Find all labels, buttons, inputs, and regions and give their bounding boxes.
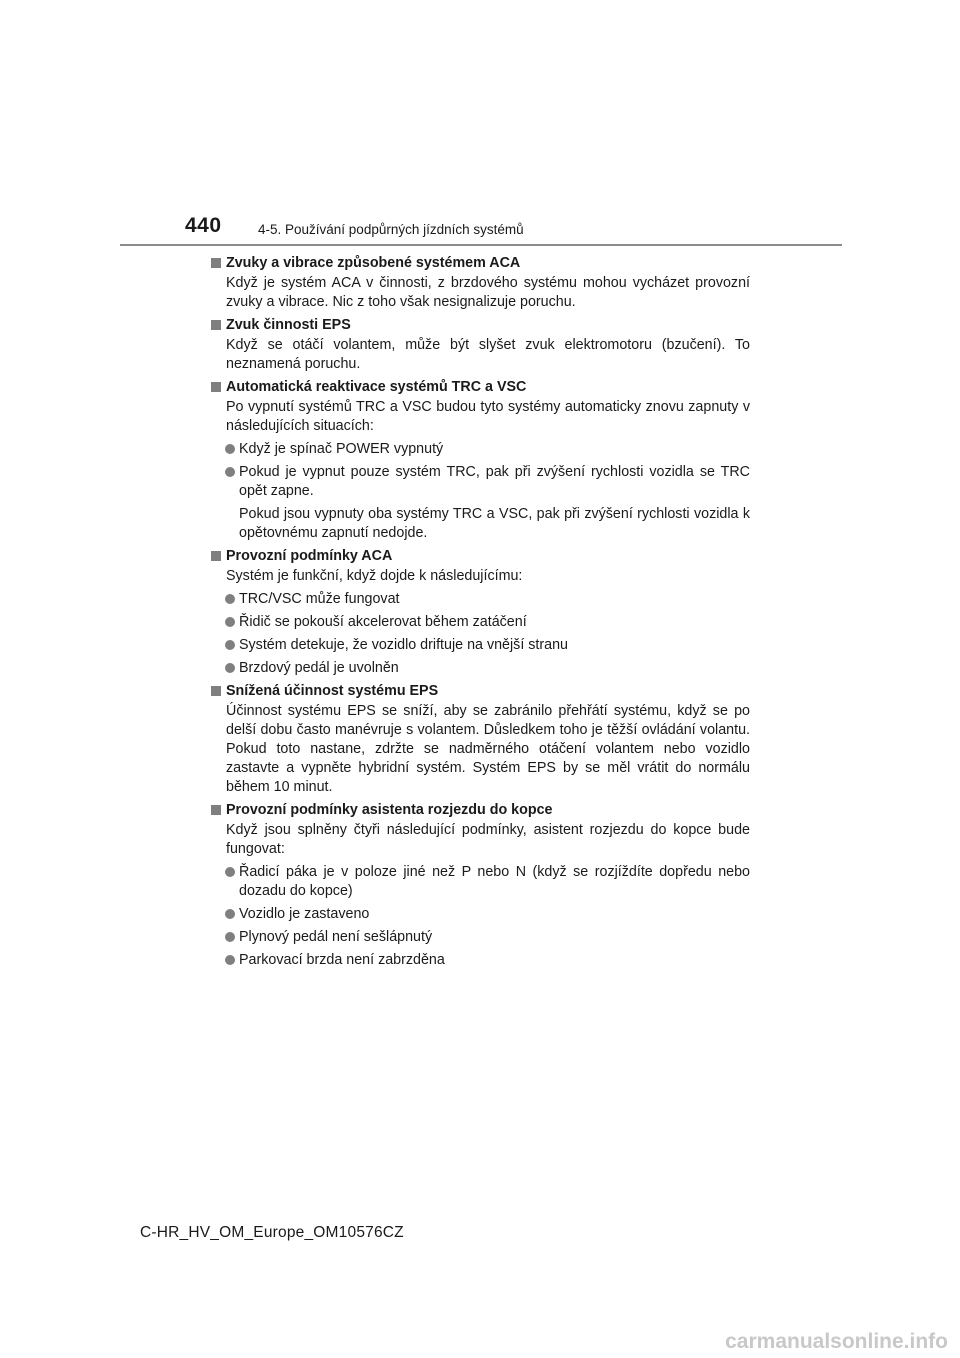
list-item: Řidič se pokouší akcelerovat během zatáčení xyxy=(210,613,750,632)
square-bullet-icon xyxy=(211,686,221,696)
list-item: Plynový pedál není sešlápnutý xyxy=(210,928,750,947)
list-item: Parkovací brzda není zabrzděna xyxy=(210,951,750,970)
section-aca-noise xyxy=(210,254,750,312)
section-paragraph: Když jsou splněny čtyři následující podmínky, asistent rozjezdu do kopce bude fungovat: xyxy=(226,822,750,857)
section-title: Zvuk činnosti EPS xyxy=(210,316,750,335)
section-title: Provozní podmínky asistenta rozjezdu do kopce xyxy=(210,801,750,820)
round-bullet-icon xyxy=(225,640,235,650)
list-item: Když je spínač POWER vypnutý xyxy=(210,440,750,459)
section-hill-start-assist xyxy=(210,801,750,970)
section-title: Snížená účinnost systému EPS xyxy=(210,682,750,701)
round-bullet-icon xyxy=(225,617,235,627)
section-eps-sound xyxy=(210,316,750,374)
square-bullet-icon xyxy=(211,320,221,330)
list-item: TRC/VSC může fungovat xyxy=(210,590,750,609)
square-bullet-icon xyxy=(211,382,221,392)
list-item: Řadicí páka je v poloze jiné než P nebo N (když se rozjíždíte dopředu nebo dozadu do kopce) xyxy=(210,863,750,901)
page-number: 440 xyxy=(185,214,222,237)
section-title: Automatická reaktivace systémů TRC a VSC xyxy=(210,378,750,397)
square-bullet-icon xyxy=(211,258,221,268)
section-trc-vsc-reactivation xyxy=(210,378,750,543)
section-paragraph: Systém je funkční, když dojde k následujícímu: xyxy=(226,568,523,584)
list-item: Systém detekuje, že vozidlo driftuje na vnější stranu xyxy=(210,636,750,655)
section-paragraph: Účinnost systému EPS se sníží, aby se zabránilo přehřátí systému, když se po delší dobu často manévruje s volantem. Důsledkem toho je těžší ovládání volantu. Pokud toto nastane, zdržte se nadměrného otáčení volantem nebo vozidlo zastavte a vypněte hybridní systém. Systém EPS by se měl vrátit do normálu během 10 minut. xyxy=(226,703,750,795)
section-paragraph: Po vypnutí systémů TRC a VSC budou tyto systémy automaticky znovu zapnuty v následujících situacích: xyxy=(226,399,750,434)
round-bullet-icon xyxy=(225,867,235,877)
list-item: Brzdový pedál je uvolněn xyxy=(210,659,750,678)
round-bullet-icon xyxy=(225,467,235,477)
round-bullet-icon xyxy=(225,594,235,604)
document-code: C-HR_HV_OM_Europe_OM10576CZ xyxy=(140,1224,404,1241)
square-bullet-icon xyxy=(211,805,221,815)
section-aca-conditions xyxy=(210,547,750,678)
section-title: Provozní podmínky ACA xyxy=(210,547,750,566)
section-eps-reduced xyxy=(210,682,750,797)
round-bullet-icon xyxy=(225,909,235,919)
section-paragraph: Když je systém ACA v činnosti, z brzdového systému mohou vycházet provozní zvuky a vibrace. Nic z toho však nesignalizuje poruchu. xyxy=(226,275,750,310)
page-content xyxy=(210,254,750,974)
list-item: Vozidlo je zastaveno xyxy=(210,905,750,924)
square-bullet-icon xyxy=(211,551,221,561)
round-bullet-icon xyxy=(225,444,235,454)
round-bullet-icon xyxy=(225,932,235,942)
list-item: Pokud je vypnut pouze systém TRC, pak při zvýšení rychlosti vozidla se TRC opět zapne. xyxy=(210,463,750,501)
round-bullet-icon xyxy=(225,663,235,673)
bullet-follow-paragraph: Pokud jsou vypnuty oba systémy TRC a VSC, pak při zvýšení rychlosti vozidla k opětovnému zapnutí nedojde. xyxy=(239,506,750,541)
section-paragraph: Když se otáčí volantem, může být slyšet zvuk elektromotoru (bzučení). To neznamená poruchu. xyxy=(226,337,750,372)
header-divider xyxy=(120,244,842,246)
chapter-title: 4-5. Používání podpůrných jízdních systémů xyxy=(258,222,524,237)
round-bullet-icon xyxy=(225,955,235,965)
section-title: Zvuky a vibrace způsobené systémem ACA xyxy=(210,254,750,273)
watermark[interactable]: carmanualsonline.info xyxy=(725,1330,948,1353)
